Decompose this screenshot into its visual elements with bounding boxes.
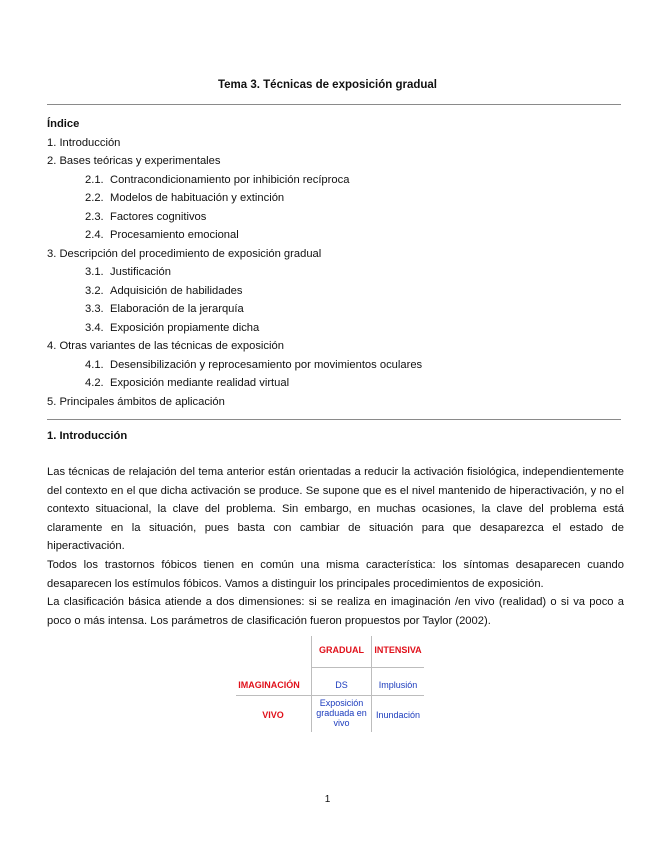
table-of-contents (47, 115, 621, 411)
row-header-vivo: VIVO (262, 710, 284, 720)
divider-middle (47, 419, 621, 420)
cell-implusion: Implusión (378, 680, 418, 690)
toc-subitem: 2.4. Procesamiento emocional (85, 229, 239, 241)
toc-subitem: 2.2. Modelos de habituación y extinción (85, 192, 285, 204)
toc-item: 2. Bases teóricas y experimentales (47, 155, 221, 167)
toc-heading: Índice (47, 118, 80, 130)
toc-subitem: 4.2. Exposición mediante realidad virtual (85, 377, 290, 389)
toc-subitem: 3.3. Elaboración de la jerarquía (85, 303, 244, 315)
toc-item: 1. Introducción (47, 136, 121, 149)
divider-top (47, 104, 621, 105)
section-body (47, 463, 624, 630)
toc-subitem: 2.3. Factores cognitivos (85, 210, 207, 223)
paragraph: Todos los trastornos fóbicos tienen en común una misma característica: los síntomas desaparecen cuando desaparecen los estímulos fóbicos. Vamos a distinguir los principales procedimientos de exposición. (47, 558, 624, 590)
paragraph: La clasificación básica atiende a dos dimensiones: si se realiza en imaginación /en vivo (realidad) o si va poco a poco o más intensa. Los parámetros de clasificación fueron propuestos por Taylor (2002). (47, 596, 624, 627)
col-header-intensiva: INTENSIVA (374, 645, 422, 655)
table-gridline (236, 695, 424, 696)
toc-item: 4. Otras variantes de las técnicas de exposición (47, 340, 284, 352)
toc-subitem: 3.1. Justificación (85, 266, 171, 278)
toc-subitem: 2.1. Contracondicionamiento por inhibición recíproca (85, 173, 350, 186)
table-gridline (311, 667, 424, 668)
cell-inundacion: Inundación (375, 710, 421, 720)
row-header-imaginacion: IMAGINACIÓN (238, 680, 300, 690)
toc-item: 3. Descripción del procedimiento de exposición gradual (47, 247, 322, 260)
toc-subitem: 3.4. Exposición propiamente dicha (85, 321, 260, 334)
toc-subitem: 4.1. Desensibilización y reprocesamiento por movimientos oculares (85, 358, 423, 371)
page-number: 1 (324, 794, 331, 805)
classification-table-figure (236, 636, 424, 732)
cell-ds: DS (335, 680, 348, 690)
col-header-gradual: GRADUAL (319, 645, 364, 655)
document-title: Tema 3. Técnicas de exposición gradual (217, 79, 437, 91)
toc-item: 5. Principales ámbitos de aplicación (47, 395, 225, 408)
toc-subitem: 3.2. Adquisición de habilidades (85, 284, 243, 297)
paragraph: Las técnicas de relajación del tema anterior están orientadas a reducir la activación fisiológica, independientemente del contexto en el que dicha activación se produce. Se supone que es el nivel mantenido de hiperactivación, y no el contexto situacional, la clave del problema. Sin embargo, en muchas ocasiones, la clave del problema está claramente en la situación, pues basta con cambiar de situación para que desaparezca el estado de hiperactivación. (47, 466, 624, 553)
section-title: 1. Introducción (47, 430, 128, 442)
cell-exposicion-graduada: Exposición graduada en vivo (316, 698, 367, 728)
